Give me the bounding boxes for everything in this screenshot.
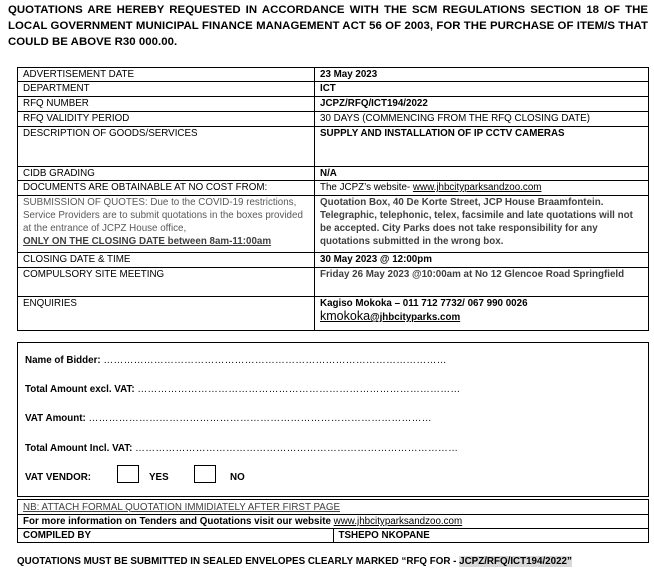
total-excl-vat-line bbox=[25, 384, 460, 395]
table-row bbox=[18, 97, 649, 112]
rfq-number-value: JCPZ/RFQ/ICT194/2022 bbox=[315, 97, 649, 112]
table-row bbox=[18, 82, 649, 97]
submission-label bbox=[18, 196, 315, 253]
department-value: ICT bbox=[315, 82, 649, 97]
submission-value: Quotation Box, 40 De Korte Street, JCP House Braamfontein. Telegraphic, telephonic, telex, facsimile and late quotations will not be accepted. City Parks does not take responsibility for any quotations submitted in the wrong box. bbox=[315, 196, 649, 253]
vat-vendor-yes-label: YES bbox=[149, 472, 169, 483]
documents-value bbox=[315, 181, 649, 196]
vat-amount-label: VAT Amount: bbox=[25, 413, 86, 424]
submission-text: SUBMISSION OF QUOTES: Due to the COVID-19 restrictions, Service Providers are to submit quotations in the boxes provided at the entrance of JCPZ House office, bbox=[23, 197, 303, 234]
document-heading: QUOTATIONS ARE HEREBY REQUESTED IN ACCORDANCE WITH THE SCM REGULATIONS SECTION 18 OF THE LOCAL GOVERNMENT MUNICIPAL FINANCE MANAGEMENT ACT 56 OF 2003, FOR THE PURCHASE OF ITEM/S THAT COULD BE ABOVE R30 000.00. bbox=[8, 4, 648, 48]
website-link[interactable]: www.jhbcityparksandzoo.com bbox=[412, 182, 542, 193]
bidder-name-field[interactable]: ………………………………………………………………………………………… bbox=[103, 355, 447, 366]
documents-prefix: The JCPZ’s website- bbox=[320, 182, 413, 193]
table-row bbox=[18, 500, 649, 515]
table-row bbox=[18, 68, 649, 82]
bidder-name-label: Name of Bidder: bbox=[25, 355, 101, 366]
submission-instruction bbox=[17, 556, 572, 567]
site-meeting-label: COMPULSORY SITE MEETING bbox=[18, 268, 315, 297]
description-label: DESCRIPTION OF GOODS/SERVICES bbox=[18, 127, 315, 167]
submission-closing-note: ONLY ON THE CLOSING DATE between 8am-11:00am bbox=[23, 236, 272, 247]
nb-note: NB: ATTACH FORMAL QUOTATION IMMIDIATELY AFTER FIRST PAGE bbox=[18, 500, 649, 515]
total-excl-vat-field[interactable]: …………………………………………………………………………………… bbox=[137, 384, 461, 395]
cidb-grading-label: CIDB GRADING bbox=[18, 167, 315, 181]
vat-amount-field[interactable]: ………………………………………………………………………………………… bbox=[88, 413, 432, 424]
description-value: SUPPLY AND INSTALLATION OF IP CCTV CAMERAS bbox=[315, 127, 649, 167]
table-row bbox=[18, 167, 649, 181]
total-incl-vat-line bbox=[25, 443, 458, 454]
advertisement-date-value: 23 May 2023 bbox=[315, 68, 649, 82]
table-row bbox=[18, 253, 649, 268]
bidder-name-line bbox=[25, 355, 447, 366]
total-incl-vat-field[interactable]: …………………………………………………………………………………… bbox=[135, 443, 459, 454]
total-excl-vat-label: Total Amount excl. VAT: bbox=[25, 384, 135, 395]
table-row bbox=[18, 529, 649, 543]
more-info-link[interactable]: www.jhbcityparksandzoo.com bbox=[333, 516, 463, 527]
compiled-by-value: TSHEPO NKOPANE bbox=[333, 529, 649, 543]
vat-vendor-no-checkbox[interactable] bbox=[194, 465, 216, 483]
table-row bbox=[18, 196, 649, 253]
submission-instruction-text: QUOTATIONS MUST BE SUBMITTED IN SEALED ENVELOPES CLEARLY MARKED “RFQ FOR - bbox=[17, 556, 460, 567]
table-row bbox=[18, 127, 649, 167]
site-meeting-value: Friday 26 May 2023 @10:00am at No 12 Glencoe Road Springfield bbox=[315, 268, 649, 297]
rfq-validity-value: 30 DAYS (COMMENCING FROM THE RFQ CLOSING DATE) bbox=[315, 112, 649, 127]
rfq-validity-label: RFQ VALIDITY PERIOD bbox=[18, 112, 315, 127]
documents-label: DOCUMENTS ARE OBTAINABLE AT NO COST FROM: bbox=[18, 181, 315, 196]
enquiries-email[interactable] bbox=[320, 310, 643, 324]
compiled-by-label: COMPILED BY bbox=[18, 529, 334, 543]
enquiries-value bbox=[315, 297, 649, 331]
table-row bbox=[18, 112, 649, 127]
vat-amount-line bbox=[25, 413, 432, 424]
bidder-details-box bbox=[17, 342, 649, 497]
table-row bbox=[18, 297, 649, 331]
cidb-grading-value: N/A bbox=[315, 167, 649, 181]
department-label: DEPARTMENT bbox=[18, 82, 315, 97]
table-row bbox=[18, 515, 649, 529]
footer-table bbox=[17, 499, 649, 543]
vat-vendor-no-label: NO bbox=[230, 472, 245, 483]
total-incl-vat-label: Total Amount Incl. VAT: bbox=[25, 443, 133, 454]
email-domain: @jhbcityparks.com bbox=[370, 312, 461, 323]
table-row bbox=[18, 181, 649, 196]
more-info-text: For more information on Tenders and Quotations visit our website bbox=[23, 516, 334, 527]
rfq-reference-highlight: JCPZ/RFQ/ICT194/2022” bbox=[459, 556, 572, 567]
more-info-cell bbox=[18, 515, 649, 529]
closing-date-value: 30 May 2023 @ 12:00pm bbox=[315, 253, 649, 268]
vat-vendor-yes-checkbox[interactable] bbox=[117, 465, 139, 483]
advertisement-date-label: ADVERTISEMENT DATE bbox=[18, 68, 315, 82]
enquiries-label: ENQUIRIES bbox=[18, 297, 315, 331]
email-user: kmokoka bbox=[320, 309, 371, 323]
enquiries-contact: Kagiso Mokoka – 011 712 7732/ 067 990 0026 bbox=[320, 298, 528, 309]
rfq-number-label: RFQ NUMBER bbox=[18, 97, 315, 112]
rfq-details-table bbox=[17, 67, 649, 331]
table-row bbox=[18, 268, 649, 297]
vat-vendor-label: VAT VENDOR: bbox=[25, 472, 92, 483]
closing-date-label: CLOSING DATE & TIME bbox=[18, 253, 315, 268]
